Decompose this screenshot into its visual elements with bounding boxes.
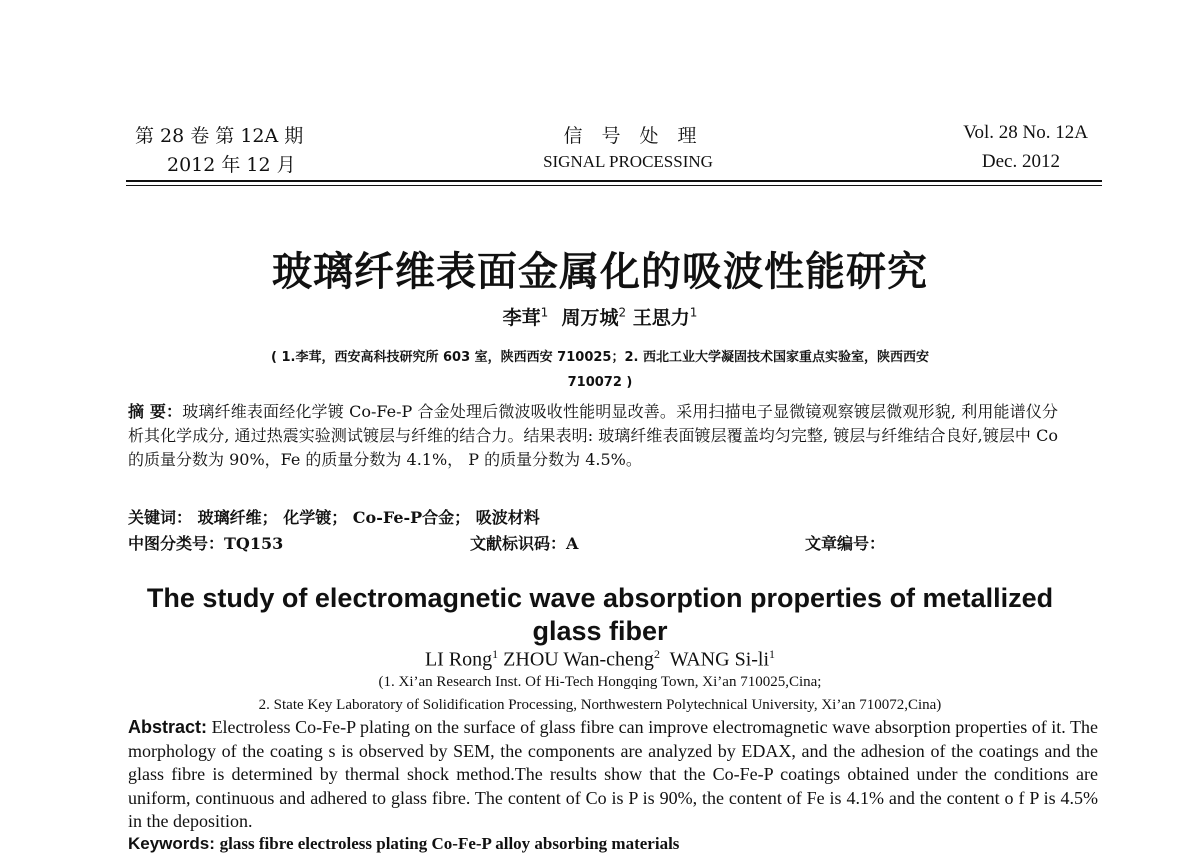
affiliation-en-line1: (1. Xi’an Research Inst. Of Hi-Tech Hongqing Town, Xi’an 710025,Cina; — [378, 674, 822, 690]
abstract-label-en: Abstract: — [128, 717, 208, 737]
keywords-en — [128, 834, 679, 854]
abstract-text-cn: 玻璃纤维表面经化学镀 Co-Fe-P 合金处理后微波吸收性能明显改善。采用扫描电子显微镜观察镀层微观形貌, 利用能谱仪分析其化学成分, 通过热震实验测试镀层与纤维的结合力。结果表明: 玻璃纤维表面镀层覆盖均匀完整, 镀层与纤维结合良好,镀层中 Co 的质量分数为 90%，Fe 的质量分数为 4.1%， P 的质量分数为 4.5%。 — [128, 402, 1059, 469]
paper-title-en-line2: glass fiber — [532, 616, 668, 646]
affiliation-cn-line2: 710072 ) — [567, 375, 633, 390]
keywords-cn — [128, 505, 540, 528]
affiliation-cn-line1: ( 1.李茸，西安高科技研究所 603 室，陕西西安 710025；2. 西北工业大学凝固技术国家重点实验室，陕西西安 — [271, 350, 929, 365]
keyword-item: 化学镀； — [283, 508, 348, 527]
author-list-en — [0, 647, 1200, 672]
author-affiliation-mark: 1 — [689, 305, 698, 320]
author-list-cn — [0, 303, 1200, 330]
author-affiliation-mark: 2 — [618, 305, 627, 320]
document-code-value: A — [566, 534, 579, 553]
abstract-cn — [128, 400, 1058, 472]
clc-number — [128, 531, 283, 554]
date-en: Dec. 2012 — [981, 151, 1060, 172]
keywords-label-cn: 关键词： — [128, 508, 193, 527]
clc-label: 中图分类号： — [128, 534, 225, 553]
keyword-item: 吸波材料 — [475, 508, 540, 527]
affiliation-en-line2: 2. State Key Laboratory of Solidification Processing, Northwestern Polytechnical University, Xi’an 710072,Cina) — [258, 697, 942, 713]
abstract-label-cn: 摘 要： — [128, 402, 183, 421]
journal-name-en: SIGNAL PROCESSING — [543, 152, 713, 171]
author-name: LI Rong — [424, 648, 493, 671]
author-affiliation-mark: 1 — [540, 305, 549, 320]
paper-title-en — [0, 582, 1200, 648]
author-name: WANG Si-li — [669, 648, 770, 671]
abstract-text-en: Electroless Co-Fe-P plating on the surface of glass fibre can improve electromagnetic wave absorption properties of it. The morphology of the coating s is observed by SEM, the components are analyzed by EDAX, and the adhesion of the coatings and the glass fibre is determined by thermal shock method.The results show that the Co-Fe-P coatings obtained under the conditions are uniform, continuous and adhered to glass fibre. The content of Co is P is 90%, the content of Fe is 4.1% and the content o f P is 4.5% in the deposition. — [128, 717, 1099, 831]
journal-name-cn: 信 号 处 理 — [563, 125, 697, 147]
paper-title-en-line1: The study of electromagnetic wave absorption properties of metallized — [146, 583, 1054, 613]
volume-issue-cn: 第 28 卷 第 12A 期 — [135, 125, 304, 147]
author-name: ZHOU Wan-cheng — [503, 648, 654, 671]
clc-value: TQ153 — [224, 534, 284, 553]
keyword-item: Co-Fe-P — [352, 508, 423, 527]
keywords-label-en: Keywords: — [128, 834, 215, 853]
keywords-terms-en: glass fibre electroless plating Co-Fe-P alloy absorbing materials — [219, 834, 680, 853]
volume-issue-en: Vol. 28 No. 12A — [963, 122, 1088, 143]
keyword-item-suffix: 合金； — [422, 508, 471, 527]
author-affiliation-mark: 2 — [653, 647, 660, 661]
document-code — [470, 531, 578, 554]
keyword-item: 玻璃纤维； — [197, 508, 278, 527]
author-name: 王思力 — [632, 307, 690, 329]
article-number-label: 文章编号： — [805, 534, 886, 553]
author-name: 周万城 — [561, 307, 619, 329]
author-name: 李茸 — [502, 307, 541, 329]
header-rule-thin — [126, 185, 1102, 186]
header-rule-thick — [126, 180, 1102, 182]
document-code-label: 文献标识码： — [470, 534, 567, 553]
date-cn: 2012 年 12 月 — [167, 154, 296, 176]
abstract-en — [128, 716, 1098, 834]
author-affiliation-mark: 1 — [769, 647, 776, 661]
author-affiliation-mark: 1 — [492, 647, 499, 661]
paper-title-cn: 玻璃纤维表面金属化的吸波性能研究 — [272, 249, 928, 295]
